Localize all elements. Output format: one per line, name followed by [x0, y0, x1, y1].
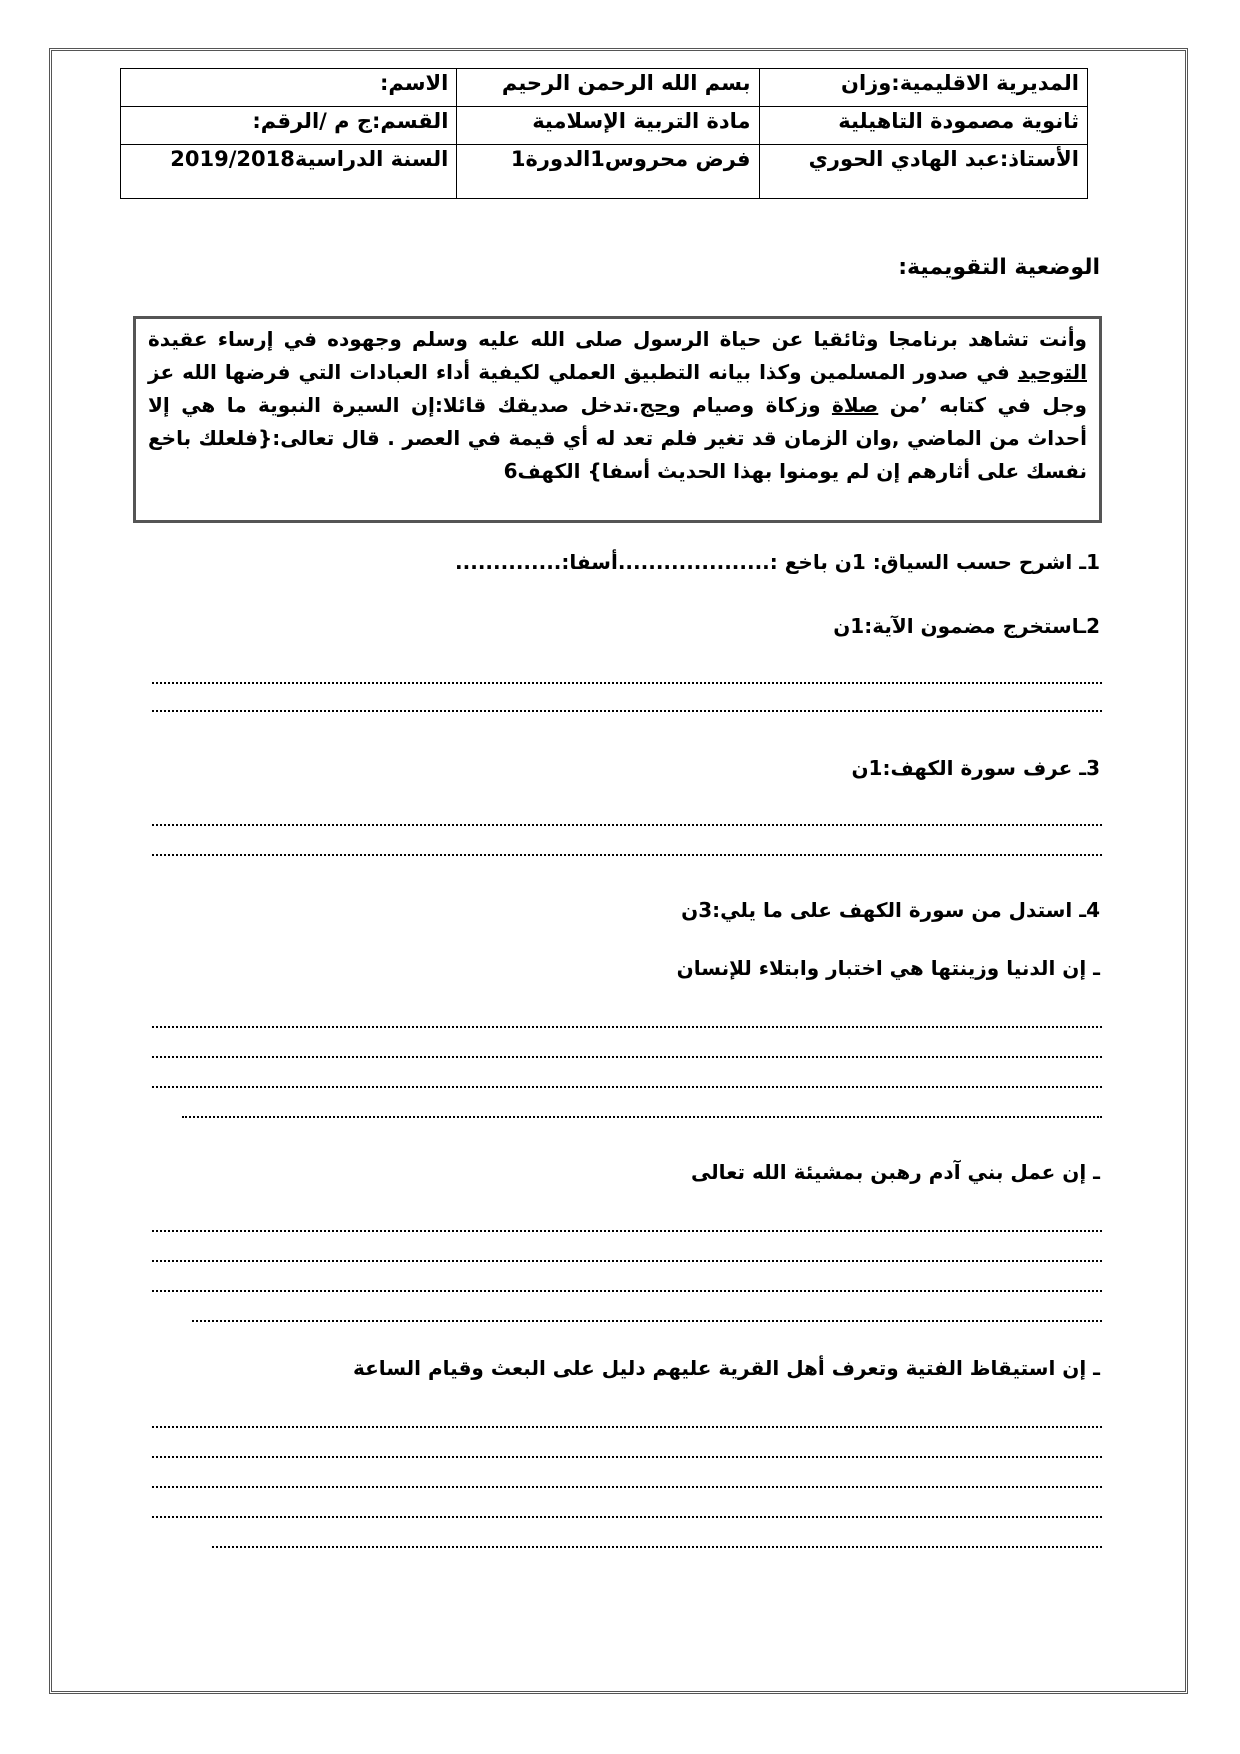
- answer-line[interactable]: [152, 1514, 1102, 1518]
- answer-line[interactable]: [152, 1288, 1102, 1292]
- scenario-text: وزكاة وصيام و: [668, 393, 832, 417]
- answer-line[interactable]: [212, 1544, 1102, 1548]
- header-row: [121, 69, 1088, 107]
- answer-line[interactable]: [152, 822, 1102, 826]
- answer-line[interactable]: [152, 1484, 1102, 1488]
- answer-line[interactable]: [152, 1228, 1102, 1232]
- answer-line[interactable]: [152, 1424, 1102, 1428]
- answer-line[interactable]: [152, 1084, 1102, 1088]
- section-title: الوضعية التقويمية:: [898, 255, 1100, 280]
- question-4a: ـ إن الدنيا وزينتها هي اختبار وابتلاء للإنسان: [676, 956, 1100, 980]
- name-field: الاسم:: [121, 69, 457, 107]
- question-1: 1ـ اشرح حسب السياق: 1ن باخع :....................أسفا:..............: [455, 550, 1100, 574]
- teacher-name: الأستاذ:عبد الهادي الحوري: [759, 145, 1087, 199]
- answer-line[interactable]: [152, 1054, 1102, 1058]
- question-4: 4ـ استدل من سورة الكهف على ما يلي:3ن: [681, 898, 1100, 922]
- answer-line[interactable]: [152, 680, 1102, 684]
- scenario-box: [133, 316, 1102, 523]
- underlined-word: صلاة: [831, 393, 879, 417]
- subject-name: مادة التربية الإسلامية: [457, 107, 759, 145]
- answer-line[interactable]: [192, 1318, 1102, 1322]
- question-4b: ـ إن عمل بني آدم رهبن بمشيئة الله تعالى: [690, 1160, 1100, 1184]
- answer-line[interactable]: [152, 1024, 1102, 1028]
- answer-line[interactable]: [152, 708, 1102, 712]
- scenario-text: وأنت تشاهد برنامجا وثائقيا عن حياة الرسول صلى الله عليه وسلم وجهوده في إرساء عقيدة: [148, 327, 1087, 351]
- header-table: [120, 68, 1088, 199]
- page-border: [49, 48, 1188, 1694]
- question-4c: ـ إن استيقاظ الفتية وتعرف أهل القرية عليهم دليل على البعث وقيام الساعة: [353, 1356, 1100, 1380]
- basmala: بسم الله الرحمن الرحيم: [457, 69, 759, 107]
- answer-line[interactable]: [152, 852, 1102, 856]
- exam-title: فرض محروس1الدورة1: [457, 145, 759, 199]
- directorate: المديرية الاقليمية:وزان: [759, 69, 1087, 107]
- school-year: السنة الدراسية2019/2018: [121, 145, 457, 199]
- answer-line[interactable]: [182, 1114, 1102, 1118]
- header-row: [121, 145, 1088, 199]
- underlined-word: التوحيد: [1017, 360, 1087, 384]
- question-2: 2ـاستخرج مضمون الآية:1ن: [833, 614, 1100, 638]
- class-number-field: القسم:ج م /الرقم:: [121, 107, 457, 145]
- underlined-word: حج: [639, 393, 669, 417]
- answer-line[interactable]: [152, 1258, 1102, 1262]
- question-3: 3ـ عرف سورة الكهف:1ن: [851, 756, 1100, 780]
- scenario-text: في صدور المسلمين وكذا بيانه التطبيق العملي لكيفية أداء العبادات التي فرضها الله عز وجل في كتابه ’من: [148, 360, 1087, 417]
- school-name: ثانوية مصمودة التاهيلية: [759, 107, 1087, 145]
- answer-line[interactable]: [152, 1454, 1102, 1458]
- header-row: [121, 107, 1088, 145]
- scenario-text: .تدخل صديقك قائلا:إن السيرة النبوية ما هي إلا أحداث من الماضي ,وان الزمان قد تغير فلم تعد له أي قيمة في العصر . قال تعالى:{فلعلك باخع نفسك على أثارهم إن لم يومنوا بهذا الحديث أسفا} الكهف6: [148, 393, 1087, 483]
